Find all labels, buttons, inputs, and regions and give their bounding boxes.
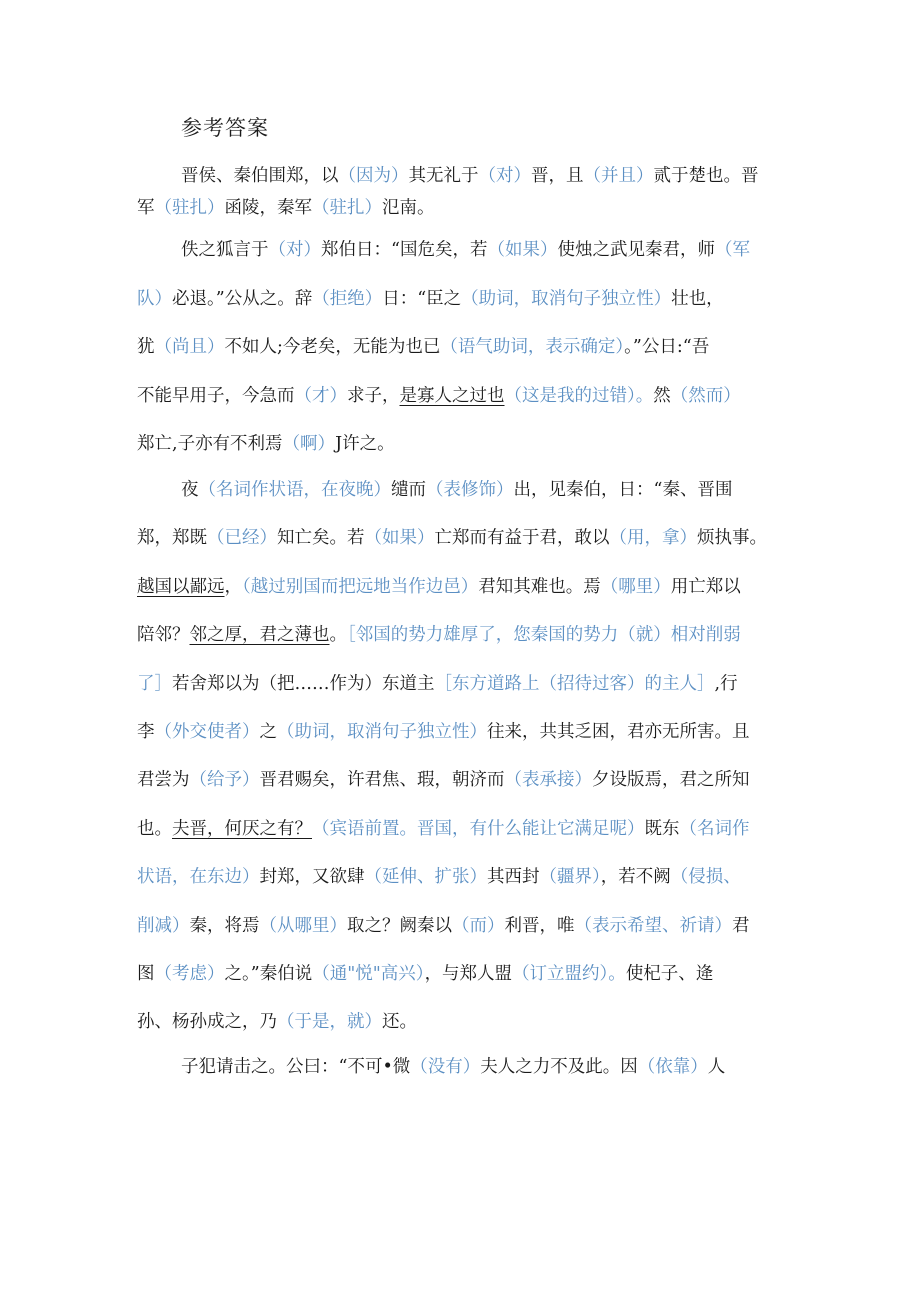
text-run: 求子， (347, 385, 400, 406)
annotation: （给予） (189, 770, 260, 791)
annotation: （宾语前置。晋国，有什么能让它满足呢） (312, 818, 645, 839)
text-run: 知亡矣。若 (277, 528, 365, 549)
underlined-text: 夫晋，何厌之有？ (172, 818, 312, 839)
annotation: （依靠） (637, 1057, 708, 1077)
page-heading: 参考答案 (181, 116, 269, 140)
text-run: ，若不阙 (600, 867, 671, 888)
text-run: 晋君赐矣，许君焦、瑕，朝济而 (259, 770, 505, 791)
annotation: （如果） (487, 240, 558, 260)
text-line (137, 998, 787, 1046)
text-run: 之。”秦伯说 (224, 963, 313, 984)
annotation: （如果） (364, 528, 435, 549)
annotation: （用，拿） (609, 528, 697, 549)
text-run: 取之？阙秦以 (347, 915, 452, 936)
annotation: ［邻国的势力雄厚了，您秦国的势力（就）相对削弱 (347, 625, 741, 646)
annotation: 了］ (137, 673, 172, 694)
text-run: 晋，且 (531, 166, 584, 186)
annotation: （助词，取消句子独立性） (277, 721, 487, 742)
text-line (137, 160, 787, 192)
text-run: 郑，郑既 (137, 528, 207, 549)
annotation: （并且） (583, 166, 654, 186)
text-run: 缱而 (391, 480, 426, 500)
annotation: （疆界） (539, 867, 601, 888)
text-run: 郑亡,子亦有不利焉 (137, 434, 283, 454)
text-line (137, 950, 787, 998)
annotation: （名词作状语，在夜晚） (198, 480, 391, 500)
annotation: （外交使者） (154, 721, 260, 742)
text-run: ， (224, 576, 242, 597)
text-run: 然 (653, 385, 671, 406)
text-line (137, 708, 787, 756)
annotation: 状语，在东边） (137, 867, 260, 888)
text-run: 军 (137, 198, 155, 218)
text-run: 秦，将焉 (189, 915, 260, 936)
text-run: 晋侯、秦伯围郑，以 (181, 166, 339, 186)
text-run: 日：“臣之 (382, 288, 462, 309)
text-run: 也。 (137, 818, 172, 839)
text-run: 。 (329, 625, 347, 646)
text-line (137, 514, 787, 562)
annotation: （名词作 (679, 818, 750, 839)
text-run: 既东 (644, 818, 680, 839)
text-run: 烦执事。 (697, 528, 767, 549)
text-line (137, 660, 787, 708)
text-run: 郑伯日：“国危矣，若 (321, 240, 488, 260)
annotation: ［东方道路上（招待过客）的主人］ (434, 673, 715, 694)
text-line (137, 563, 787, 611)
annotation: （啊） (282, 434, 336, 454)
paragraph-3 (137, 466, 787, 1047)
text-run: 君知其难也。焉 (478, 576, 601, 597)
text-run: 君尝为 (137, 770, 190, 791)
annotation: （表示希望、祈请） (574, 915, 732, 936)
text-run: 不能早用子，今急而 (137, 385, 295, 406)
annotation: 削减） (137, 915, 190, 936)
annotation: （哪里） (600, 576, 671, 597)
text-run: 壮也， (671, 288, 724, 309)
text-line (137, 420, 787, 469)
underlined-text: 越国以鄙远 (137, 576, 225, 597)
text-run: 夜 (181, 480, 199, 500)
text-line (137, 853, 787, 901)
annotation: （没有） (410, 1057, 481, 1077)
annotation: （越过别国而把远地当作边邑） (242, 576, 479, 597)
text-run: 出，见秦伯，日：“秦、晋围 (513, 480, 733, 500)
text-run: 君 (732, 915, 750, 936)
text-run: 氾南。 (382, 198, 435, 218)
underlined-text: 是寡人之过也 (399, 385, 505, 406)
text-run: 。”公日:“吾 (624, 337, 710, 357)
annotation: （表修饰） (426, 480, 514, 500)
text-line (137, 466, 787, 514)
text-run: 还。 (382, 1012, 417, 1033)
text-line (137, 323, 787, 372)
text-run: 佚之狐言于 (181, 240, 269, 260)
annotation: （订立盟约）。 (512, 963, 626, 984)
text-run: 不如人;今老矣，无能为也已 (224, 337, 441, 357)
annotation: （然而） (670, 385, 741, 406)
text-run: 其无礼于 (408, 166, 479, 186)
text-run: 之 (259, 721, 277, 742)
text-run: 利晋，唯 (504, 915, 575, 936)
annotation: （才） (294, 385, 347, 406)
text-run: 函陵，秦军 (224, 198, 312, 218)
text-line (137, 756, 787, 804)
annotation: （侵损、 (670, 867, 741, 888)
annotation: （语气助词，表示确定） (440, 337, 625, 357)
annotation: （助词，取消句子独立性） (461, 288, 672, 309)
text-run: 亡郑而有益于君，敢以 (434, 528, 610, 549)
text-run: 贰于楚也。晋 (653, 166, 759, 186)
text-run: 李 (137, 721, 155, 742)
text-line (137, 226, 787, 275)
paragraph-2 (137, 226, 787, 469)
text-line (137, 1047, 787, 1087)
annotation: （对） (478, 166, 531, 186)
annotation: （考虑） (154, 963, 225, 984)
text-run: 图 (137, 963, 155, 984)
text-run: 孙、杨孙成之，乃 (137, 1012, 277, 1033)
text-run: 若舍郑以为（把……作为）东道主 (172, 673, 435, 694)
underlined-text: 邻之厚，君之薄也 (189, 625, 330, 646)
annotation: 队） (137, 288, 172, 309)
text-run: 其西封 (487, 867, 540, 888)
text-line (137, 611, 787, 659)
annotation: （尚且） (154, 337, 225, 357)
text-run: 往来，共其乏困，君亦无所害。且 (487, 721, 750, 742)
annotation: （因为） (338, 166, 409, 186)
text-run: 子犯请击之。公曰：“不可•微 (181, 1057, 411, 1077)
text-line (137, 372, 787, 421)
text-line (137, 192, 787, 224)
annotation: （已经） (207, 528, 277, 549)
annotation: （从哪里） (259, 915, 347, 936)
text-run: 人 (707, 1057, 726, 1077)
text-line (137, 275, 787, 324)
text-run: 夫人之力不及此。因 (480, 1057, 638, 1077)
annotation: （驻扎） (312, 198, 382, 218)
annotation: （对） (268, 240, 321, 260)
annotation: （驻扎） (154, 198, 225, 218)
annotation: （军 (714, 240, 750, 260)
paragraph-1 (137, 160, 787, 224)
annotation: （拒绝） (312, 288, 383, 309)
text-run: 使烛之武见秦君，师 (557, 240, 715, 260)
annotation: （延伸、扩张） (364, 867, 487, 888)
text-run: ,行 (714, 673, 738, 694)
annotation: （而） (452, 915, 505, 936)
text-run: ，与郑人盟 (424, 963, 513, 984)
text-run: 陪邻？ (137, 625, 190, 646)
text-line (137, 902, 787, 950)
text-run: 封郑，又欲肆 (259, 867, 365, 888)
text-run: 用亡郑以 (670, 576, 741, 597)
text-run: 使杞子、逄 (625, 963, 714, 984)
annotation: （于是，就） (277, 1012, 382, 1033)
text-run: 必退。”公从之。辞 (172, 288, 313, 309)
annotation: （表承接） (504, 770, 592, 791)
text-line (137, 805, 787, 853)
text-run: 犹 (137, 337, 155, 357)
annotation: （这是我的过错）。 (504, 385, 654, 406)
text-run: J许之。 (335, 434, 395, 454)
paragraph-4 (137, 1047, 787, 1087)
annotation: （通"悦"高兴） (312, 963, 425, 984)
text-run: 夕设版焉，君之所知 (592, 770, 750, 791)
